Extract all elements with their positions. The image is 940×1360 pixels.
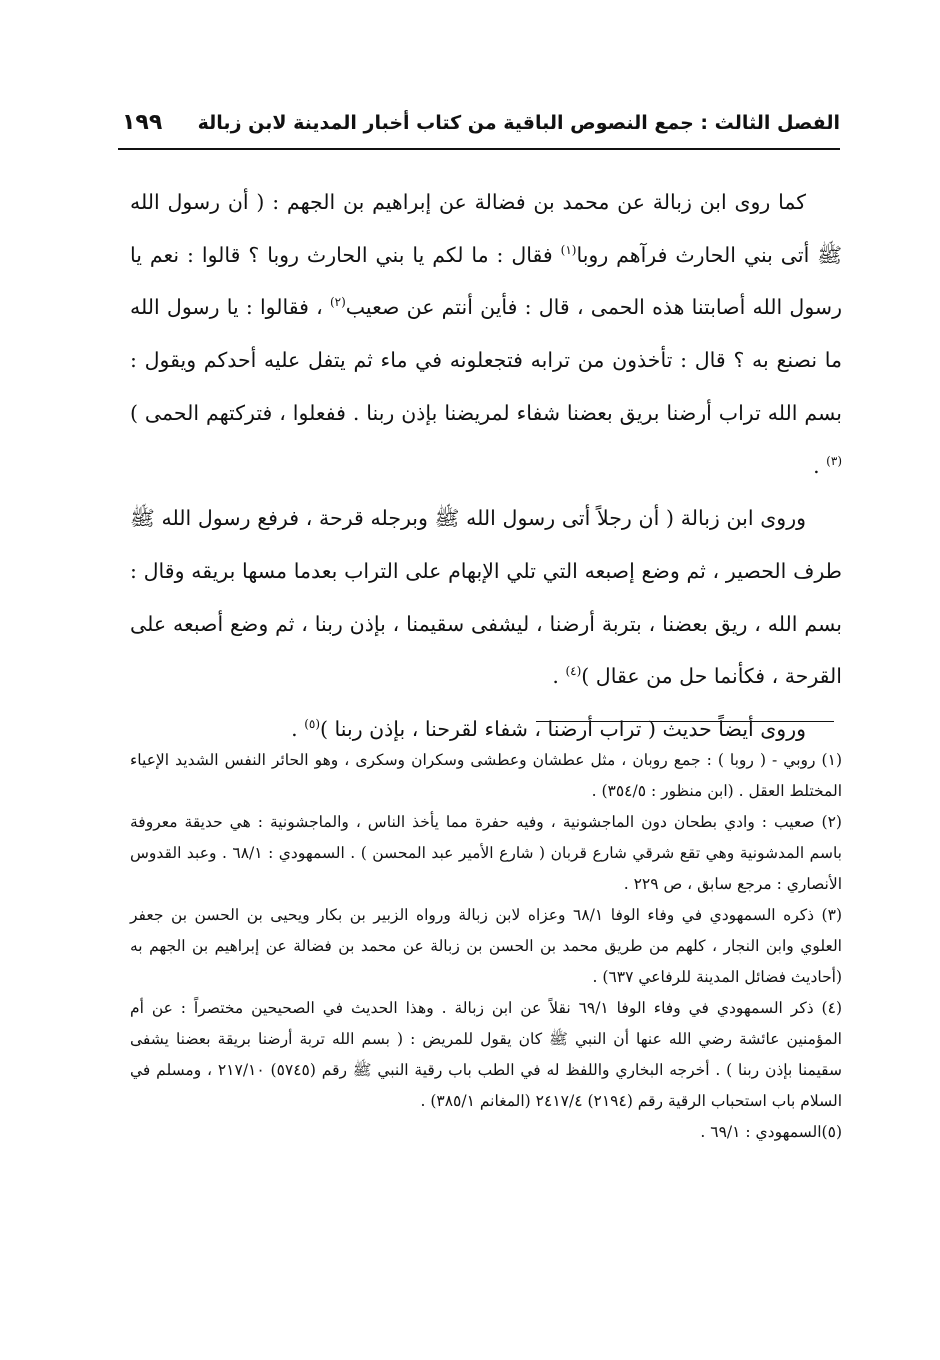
footnote-text: السمهودي : ٦٩/١ . [700, 1123, 822, 1141]
footnote-ref-4: (٤) [565, 664, 582, 679]
footnote-marker: (٢) [821, 813, 842, 831]
footnote-ref-2: (٢) [329, 295, 346, 310]
text-segment: كما روى ابن زبالة عن محمد بن فضالة عن إبراهيم بن الجهم : ( أن رسول الله ﷺ أتى بني الحارث فرآهم روبا [130, 190, 842, 267]
running-header [118, 104, 840, 150]
footnote-4 [130, 993, 842, 1117]
text-segment: . [552, 664, 566, 689]
main-text [130, 176, 842, 756]
chapter-title: الفصل الثالث : جمع النصوص الباقية من كتاب أخبار المدينة لابن زبالة [197, 112, 840, 134]
footnote-marker: (١) [821, 751, 842, 769]
footnote-ref-5: (٥) [304, 717, 321, 732]
page-number: ١٩٩ [122, 110, 163, 135]
footnote-marker: (٥) [821, 1123, 842, 1141]
footnote-text: روبي - ( روبا ) : جمع روبان ، مثل عطشان وعطشى وسكران وسكرى ، وهو الحائر النفس الشديد الإعياء المختلط العقل . (ابن منظور : ٣٥٤/٥) . [130, 751, 842, 800]
footnote-text: ذكر السمهودي في وفاء الوفا ٦٩/١ نقلاً عن ابن زبالة . وهذا الحديث في الصحيحين مختصراً : عن أم المؤمنين عائشة رضي الله عنها أن النبي ﷺ كان يقول للمريض : ( بسم الله تربة أرضنا بريقة بعضنا يشفى سقيمنا بإذن ربنا ) . أخرجه البخاري واللفظ له في الطب باب رقية النبي ﷺ رقم (٥٧٤٥) ٢١٧/١٠ ، ومسلم في السلام باب استحباب الرقية رقم (٢١٩٤) ٢٤١٧/٤ (المغانم ٣٨٥/١) . [130, 999, 842, 1110]
text-segment: . [813, 453, 827, 478]
footnotes [130, 745, 842, 1148]
footnote-text: صعيب : وادي بطحان دون الماجشونية ، وفيه حفرة مما يأخذ الناس ، والماجشونية : هي حديقة معروفة باسم المدشونية وهي تقع شرقي شارع قربان ( شارع الأمير عبد المحسن ) . السمهودي : ٦٨/١ . وعبد القدوس الأنصاري : مرجع سابق ، ص ٢٢٩ . [130, 813, 842, 893]
text-segment: وروى ابن زبالة ( أن رجلاً أتى رسول الله ﷺ وبرجله قرحة ، فرفع رسول الله ﷺ طرف الحصير ، ثم وضع إصبعه التي تلي الإبهام على التراب بعدما مسها بريقه وقال : بسم الله ، ريق بعضنا ، بتربة أرضنا ، ليشفى سقيمنا ، بإذن ربنا ، ثم وضع أصبعه على القرحة ، فكأنما حل من عقال ) [130, 506, 842, 689]
footnote-separator [536, 721, 834, 722]
footnote-marker: (٣) [821, 906, 842, 924]
paragraph-1 [130, 176, 842, 492]
footnote-marker: (٤) [821, 999, 842, 1017]
text-segment: فقال : ما لكم يا بني الحارث روبا ؟ قالوا : نعم يا رسول الله أصابتنا هذه الحمى ، قال : فأين أنتم عن صعيب [130, 242, 842, 320]
footnote-1 [130, 745, 842, 807]
paragraph-2 [130, 492, 842, 703]
footnote-ref-3: (٣) [826, 453, 842, 468]
footnote-ref-1: (١) [560, 242, 577, 257]
text-segment: وروى أيضاً حديث ( تراب أرضنا ، شفاء لقرحنا ، بإذن ربنا ) [320, 717, 806, 742]
text-segment: ، فقالوا : يا رسول الله ما نصنع به ؟ قال : تأخذون من ترابه فتجعلونه في ماء ثم يتفل عليه أحدكم ويقول : بسم الله تراب أرضنا بريق بعضنا شفاء لمريضنا بإذن ربنا . ففعلوا ، فتركتهم الحمى ) [130, 295, 842, 425]
footnote-5 [130, 1117, 842, 1148]
footnote-3 [130, 900, 842, 993]
footnote-2 [130, 807, 842, 900]
footnote-text: ذكره السمهودي في وفاء الوفا ٦٨/١ وعزاه لابن زبالة ورواه الزبير بن بكار ويحيى بن الحسن بن جعفر العلوي وابن النجار ، كلهم من طريق محمد بن الحسن بن زبالة عن محمد بن فضالة عن إبراهيم بن الجهم به (أحاديث فضائل المدينة للرفاعي ٦٣٧) . [130, 906, 842, 986]
text-segment: . [291, 717, 305, 742]
